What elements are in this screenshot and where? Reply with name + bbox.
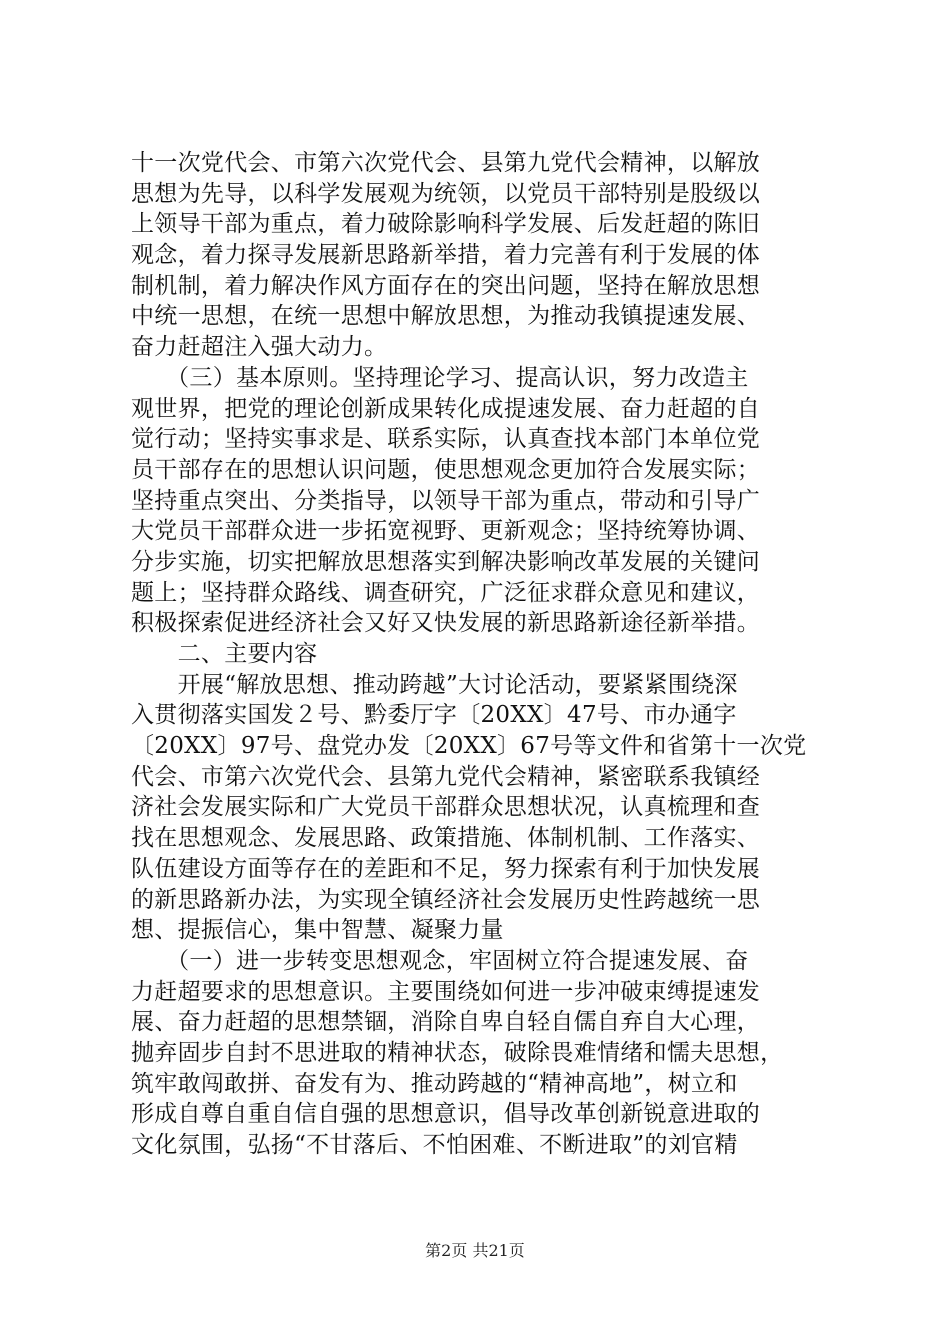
text-line: 积极探索促进经济社会又好又快发展的新思路新途径新举措。	[131, 610, 761, 637]
text-line: 〔20XX〕97号、盘党办发〔20XX〕67号等文件和省第十一次党	[131, 733, 807, 760]
text-line: 题上；坚持群众路线、调查研究，广泛征求群众意见和建议，	[131, 579, 761, 606]
text-line: 大党员干部群众进一步拓宽视野、更新观念；坚持统筹协调、	[131, 518, 761, 545]
text-line: 二、主要内容	[131, 641, 318, 667]
text-line: 分步实施，切实把解放思想落实到解决影响改革发展的关键问	[131, 548, 761, 575]
document-body	[131, 148, 831, 1161]
text-line: （三）基本原则。坚持理论学习、提高认识，努力改造主	[131, 364, 749, 391]
text-line: （一）进一步转变思想观念，牢固树立符合提速发展、奋	[131, 947, 749, 974]
text-line: 抛弃固步自封不思进取的精神状态，破除畏难情绪和懦夫思想，	[131, 1039, 784, 1066]
text-line: 中统一思想，在统一思想中解放思想，为推动我镇提速发展、	[131, 303, 761, 330]
text-line: 入贯彻落实国发２号、黔委厅字〔20XX〕47号、市办通字	[131, 702, 737, 729]
text-line: 观世界，把党的理论创新成果转化成提速发展、奋力赶超的自	[131, 395, 761, 422]
text-line: 的新思路新办法，为实现全镇经济社会发展历史性跨越统一思	[131, 886, 761, 913]
text-line: 展、奋力赶超的思想禁锢，消除自卑自轻自儒自弃自大心理，	[131, 1009, 761, 1036]
text-line: 形成自尊自重自信自强的思想意识，倡导改革创新锐意进取的	[131, 1101, 761, 1128]
text-line: 力赶超要求的思想意识。主要围绕如何进一步冲破束缚提速发	[131, 978, 761, 1005]
text-line: 队伍建设方面等存在的差距和不足，努力探索有利于加快发展	[131, 855, 761, 882]
text-line: 济社会发展实际和广大党员干部群众思想状况，认真梳理和查	[131, 794, 761, 821]
text-line: 思想为先导，以科学发展观为统领，以党员干部特别是股级以	[131, 180, 761, 207]
text-line: 制机制，着力解决作风方面存在的突出问题，坚持在解放思想	[131, 272, 761, 299]
text-line: 观念，着力探寻发展新思路新举措，着力完善有利于发展的体	[131, 242, 761, 269]
text-line: 奋力赶超注入强大动力。	[131, 334, 388, 361]
text-line: 代会、市第六次党代会、县第九党代会精神，紧密联系我镇经	[131, 763, 761, 790]
text-line: 想、提振信心，集中智慧、凝聚力量	[131, 917, 504, 944]
text-line: 十一次党代会、市第六次党代会、县第九党代会精神，以解放	[131, 150, 761, 176]
text-line: 坚持重点突出、分类指导，以领导干部为重点，带动和引导广	[131, 487, 761, 514]
text-line: 觉行动；坚持实事求是、联系实际，认真查找本部门本单位党	[131, 426, 761, 453]
text-line: 筑牢敢闯敢拼、奋发有为、推动跨越的“精神高地”，树立和	[131, 1070, 738, 1097]
text-line: 员干部存在的思想认识问题，使思想观念更加符合发展实际；	[131, 456, 761, 483]
text-line: 上领导干部为重点，着力破除影响科学发展、后发赶超的陈旧	[131, 211, 761, 238]
text-line: 找在思想观念、发展思路、政策措施、体制机制、工作落实、	[131, 825, 761, 852]
text-line: 文化氛围，弘扬“不甘落后、不怕困难、不断进取”的刘官精	[131, 1132, 738, 1158]
text-line: 开展“解放思想、推动跨越”大讨论活动，要紧紧围绕深	[131, 671, 738, 698]
page-footer: 第2页 共21页	[425, 1241, 525, 1260]
